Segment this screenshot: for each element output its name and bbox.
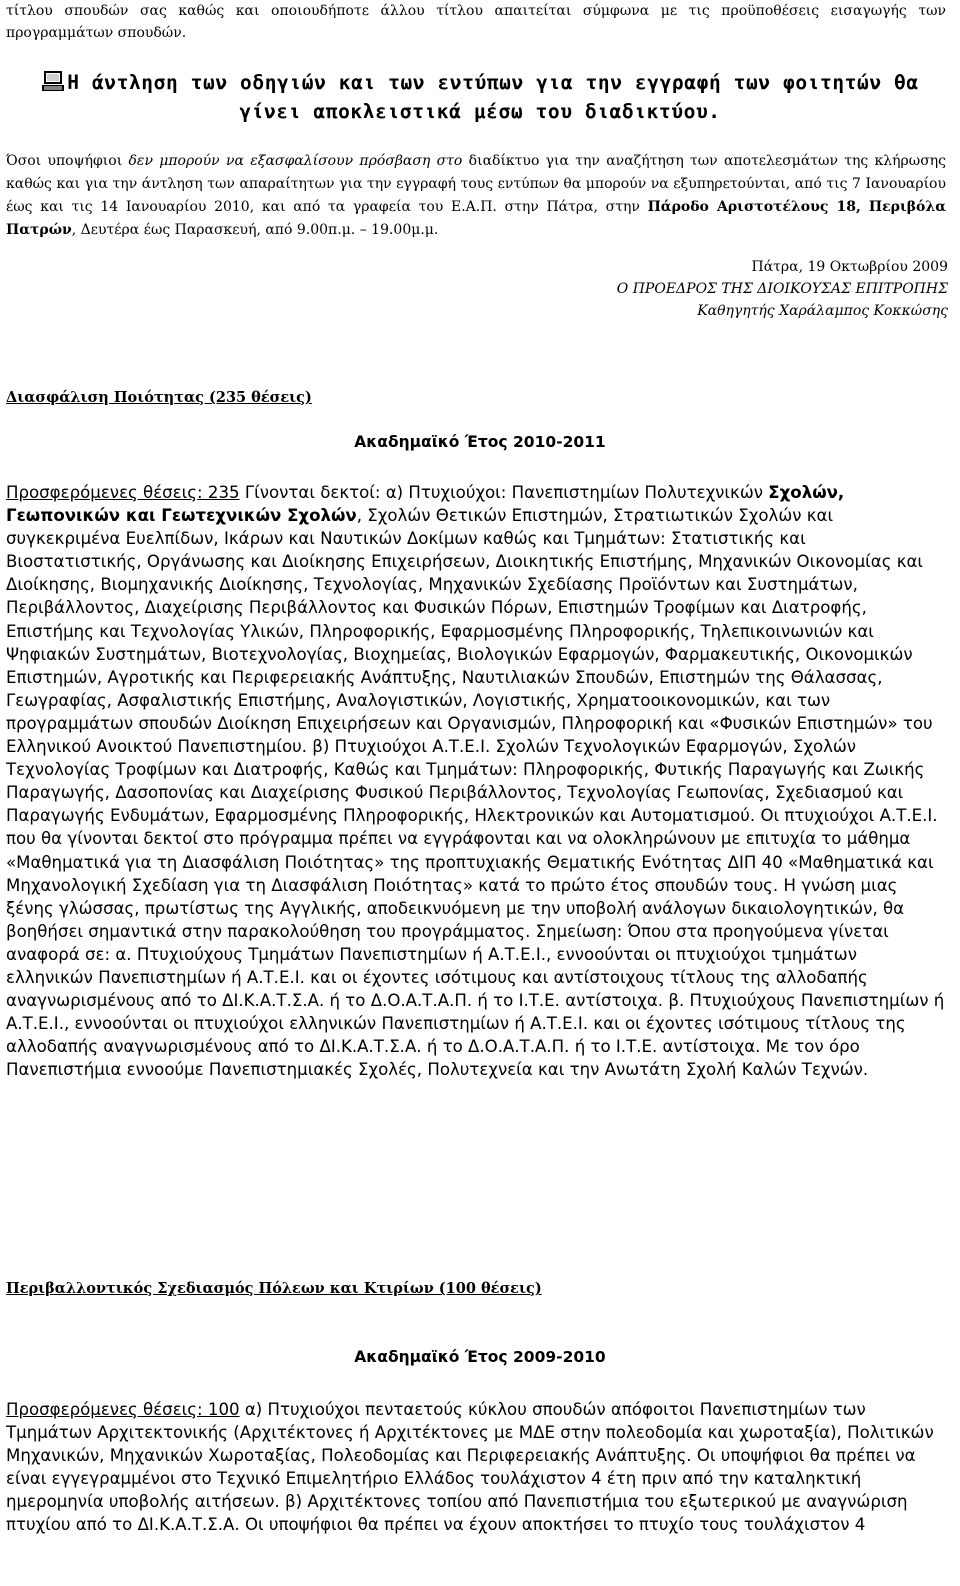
program-intro-bold: Σχολών, Γεωπονικών και Γεωτεχνικών Σχολών (6, 483, 845, 526)
access-text-3: , Δευτέρα έως Παρασκευή, από 9.00π.μ. – 19.00μ.μ. (71, 222, 439, 238)
announcement-line-2: γίνει αποκλειστικά μέσω του διαδικτύου. (239, 100, 721, 123)
computer-icon (41, 70, 65, 92)
continuation-paragraph: τίτλου σπουδών σας καθώς και οποιουδήποτε άλλου τίτλου απαιτείται σύμφωνα με τις προϋποθέσεις εισαγωγής των προγραμμάτων σπουδών. (6, 3, 946, 41)
program-title-text: Διασφάλιση Ποιότητας (235 θέσεις) (6, 389, 312, 406)
announcement-line-1: Η άντληση των οδηγιών και των εντύπων για την εγγραφή των φοιτητών θα (67, 71, 919, 94)
access-text-italic: δεν μπορούν να εξασφαλίσουν πρόσβαση στο (128, 153, 463, 169)
program-intro: Γίνονται δεκτοί: α) Πτυχιούχοι: Πανεπιστημίων Πολυτεχνικών (239, 483, 769, 502)
program-title (6, 388, 312, 408)
program-description (6, 1398, 946, 1537)
positions-offered: Προσφερόμενες θέσεις: 235 (6, 483, 240, 502)
program-description (6, 481, 946, 1081)
program-title-text: Περιβαλλοντικός Σχεδιασμός Πόλεων και Κτιρίων (100 θέσεις) (6, 1280, 542, 1297)
program-text: α) Πτυχιούχοι πενταετούς κύκλου σπουδών απόφοιτοι Πανεπιστημίων των Τμημάτων Αρχιτεκτονικής (Αρχιτέκτονες ή Αρχιτέκτονες με ΜΔΕ στην πολεοδομία και χωροταξία), Πολιτικών Μηχανικών, Μηχανικών Χωροταξίας, Πολεοδομίας και Περιφερειακής Ανάπτυξης. Οι υποψήφιοι θα πρέπει να είναι εγγεγραμμένοι στο Τεχνικό Επιμελητήριο Ελλάδος τουλάχιστον 4 έτη πριν από την καταληκτική ημερομηνία υποβολής αιτήσεων. β) Αρχιτέκτονες τοπίου από Πανεπιστήμια του εξωτερικού με αναγνώριση πτυχίου από το ΔΙ.Κ.Α.Τ.Σ.Α. Οι υποψήφιοι θα πρέπει να έχουν αποκτήσει το πτυχίο τους τουλάχιστον 4 (6, 1400, 934, 1535)
program-title (6, 1279, 542, 1299)
place-date: Πάτρα, 19 Οκτωβρίου 2009 (751, 259, 948, 275)
signature-block (448, 256, 948, 322)
access-paragraph (6, 150, 946, 242)
program-text: , Σχολών Θετικών Επιστημών, Στρατιωτικών Σχολών και συγκεκριμένα Ευελπίδων, Ικάρων και Ναυτικών Δοκίμων καθώς και Τμημάτων: Στατιστικής και Βιοστατιστικής, Οργάνωσης και Διοίκησης Επιχειρήσεων, Διοικητικής Επιστήμης, Μηχανικών Οικονομίας και Διοίκησης, Βιομηχανικής Διοίκησης, Τεχνολογίας, Μηχανικών Σχεδίασης Προϊόντων και Συστημάτων, Περιβάλλοντος, Διαχείρισης Περιβάλλοντος και Φυσικών Πόρων, Επιστημών Τροφίμων και Διατροφής, Επιστήμης και Τεχνολογίας Υλικών, Πληροφορικής, Εφαρμοσμένης Πληροφορικής, Τηλεπικοινωνιών και Ψηφιακών Συστημάτων, Βιοτεχνολογίας, Βιοχημείας, Βιολογικών Εφαρμογών, Φαρμακευτικής, Οικονομικών Επιστημών, Αγροτικής και Περιφερειακής Ανάπτυξης, Ναυτιλιακών Σπουδών, Επιστημών της Θάλασσας, Γεωγραφίας, Ασφαλιστικής Επιστήμης, Αναλογιστικών, Λογιστικής, Χρηματοοικονομικών, και των προγραμμάτων σπουδών Διοίκηση Επιχειρήσεων και Οργανισμών, Πληροφορική και «Φυσικών Επιστημών» του Ελληνικού Ανοικτού Πανεπιστημίου. β) Πτυχιούχοι Α.Τ.Ε.Ι. Σχολών Τεχνολογικών Εφαρμογών, Σχολών Τεχνολογίας Τροφίμων και Διατροφής, Καθώς και Τμημάτων: Πληροφορικής, Φυτικής Παραγωγής και Ζωικής Παραγωγής, Δασοπονίας και Διαχείρισης Φυσικού Περιβάλλοντος, Τεχνολογίας Γεωπονίας, Σχεδιασμού και Παραγωγής Ενδυμάτων, Εφαρμοσμένης Πληροφορικής, Ηλεκτρονικών και Αυτοματισμού. Οι πτυχιούχοι Α.Τ.Ε.Ι. που θα γίνονται δεκτοί στο πρόγραμμα πρέπει να εγγράφονται και να ολοκληρώνουν με επιτυχία το μάθημα «Μαθηματικά για τη Διασφάλιση Ποιότητας» της προπτυχιακής Θεματικής Ενότητας ΔΙΠ 40 «Μαθηματικά και Μηχανολογική Σχεδίαση για τη Διασφάλιση Ποιότητας» κατά το πρώτο έτος σπουδών τους. Η γνώση μιας ξένης γλώσσας, πρωτίστως της Αγγλικής, αποδεικνυόμενη με την υποβολή ανάλογων δικαιολογητικών, θα βοηθήσει σημαντικά στην παρακολούθηση του προγράμματος. Σημείωση: Όπου στα προηγούμενα γίνεται αναφορά σε: α. Πτυχιούχους Τμημάτων Πανεπιστημίων ή Α.Τ.Ε.Ι., εννοούνται οι πτυχιούχοι τμημάτων ελληνικών Πανεπιστημίων ή Α.Τ.Ε.Ι. και οι έχοντες ισότιμους και αντίστοιχους τίτλους της αλλοδαπής αναγνωρισμένους από το ΔΙ.Κ.Α.Τ.Σ.Α. ή το Δ.Ο.Α.Τ.Α.Π. ή το Ι.Τ.Ε. αντίστοιχα. β. Πτυχιούχους Πανεπιστημίων ή Α.Τ.Ε.Ι., εννοούνται οι πτυχιούχοι ελληνικών Πανεπιστημίων ή Α.Τ.Ε.Ι. και οι έχοντες ισότιμους τίτλους της αλλοδαπής αναγνωρισμένους από το ΔΙ.Κ.Α.Τ.Σ.Α. ή το Δ.Ο.Α.Τ.Α.Π. ή το Ι.Τ.Ε. αντίστοιχα. Με τον όρο Πανεπιστήμια εννοούμε Πανεπιστημιακές Σχολές, Πολυτεχνεία και την Ανωτάτη Σχολή Καλών Τεχνών. (6, 506, 945, 1080)
academic-year: Ακαδημαϊκό Έτος 2010-2011 (354, 433, 606, 451)
access-text-2: διαδίκτυο για την αναζήτηση των αποτελεσμάτων της κλήρωσης καθώς και για την άντληση των απαραίτητων για την εγγραφή τους εντύπων θα μπορούν να εξυπηρετούνται, από τις 7 Ιανουαρίου έως και τις 14 Ιανουαρίου 2010, και από τα γραφεία του Ε.Α.Π. στην Πάτρα, στην (6, 153, 946, 215)
signatory-name: Καθηγητής Χαράλαμπος Κοκκώσης (697, 303, 948, 319)
signatory-role: Ο ΠΡΟΕΔΡΟΣ ΤΗΣ ΔΙΟΙΚΟΥΣΑΣ ΕΠΙΤΡΟΠΗΣ (616, 281, 948, 297)
office-address: Πάροδο Αριστοτέλους 18, Περιβόλα Πατρών (6, 199, 946, 238)
academic-year: Ακαδημαϊκό Έτος 2009-2010 (354, 1348, 606, 1366)
announcement-heading (30, 68, 930, 126)
positions-offered: Προσφερόμενες θέσεις: 100 (6, 1400, 240, 1419)
access-text-1: Όσοι υποψήφιοι (6, 153, 129, 169)
